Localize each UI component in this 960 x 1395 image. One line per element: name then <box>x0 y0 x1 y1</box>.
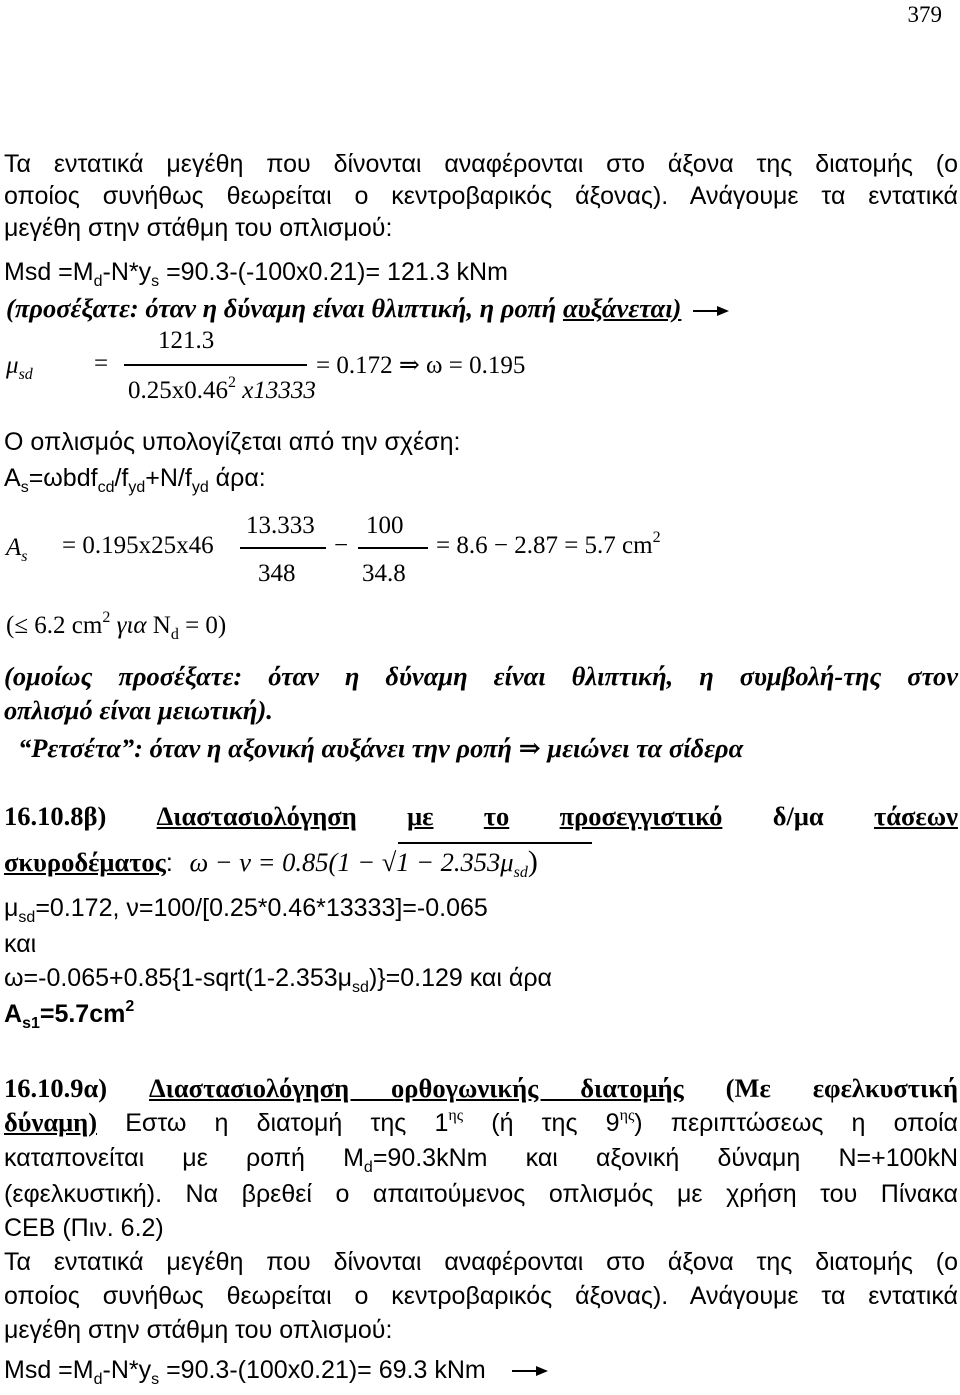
note-line: (ομοίως προσέξατε: όταν η δύναμη είναι θλιπτική, η συμβολή-της στον <box>4 661 958 691</box>
right-arrow-icon <box>512 1366 548 1376</box>
right-arrow-icon <box>693 306 729 316</box>
section-heading-b: 16.10.8β) Διαστασιολόγηση με το προσεγγιστικό δ/μα τάσεων <box>4 801 958 831</box>
msd-line: Msd $=M_d-N*y_s =90.3-(-100x0.21)= 121.3$ kNm <box>4 258 508 290</box>
eq-as-num2: 100 <box>366 512 404 539</box>
eq-as-result: = 8.6 − 2.87 = 5.7 $cm^2$ <box>436 529 661 559</box>
mu-values-line: $\mu_{sd}=0.172$, ν=100/[0.25*0.46*13333]=-0.065 <box>4 894 488 926</box>
paragraph-line: μεγέθη στην στάθμη του οπλισμού: <box>4 1316 393 1344</box>
formula-line-b: σκυροδέματος: $\omega - \nu = 0.85(1 - √1 - 2.353\mu_{sd})$ <box>4 845 538 881</box>
page-number: 379 <box>907 2 942 27</box>
eq-condition: (≤ 6.2 $cm^2$ για $N_d = 0$) <box>6 609 227 643</box>
as-formula-line: $A_s=\omega bdf_{cd}/f_{yd}+N/f_{yd}$ άρα: <box>4 464 266 496</box>
msd-line-2: Msd $=M_d-N*y_s =90.3-(100x0.21)= 69.3$ kNm <box>4 1354 960 1390</box>
note-line: οπλισμό είναι μειωτική). <box>4 695 273 725</box>
fraction-bar <box>124 364 307 366</box>
eq-mu-numerator: 121.3 <box>158 327 215 354</box>
fraction-bar <box>240 547 326 549</box>
fraction-bar <box>358 547 428 549</box>
paragraph-line: Τα εντατικά μεγέθη που δίνονται αναφέρονται στο άξονα της διατομής (ο <box>4 150 958 178</box>
eq-as-den2: 34.8 <box>362 560 406 587</box>
eq-as-minus: − <box>334 532 349 559</box>
paragraph-line: CEB (Πιν. 6.2) <box>4 1214 164 1242</box>
as1-result-line: $A_{s1}=5.7cm^2$ <box>4 998 135 1032</box>
eq-mu-equals: = <box>94 350 109 377</box>
paragraph-line: (εφελκυστική). Να βρεθεί ο απαιτούμενος οπλισμός με χρήση του Πίνακα <box>4 1180 958 1208</box>
section-heading-a: 16.10.9α) Διαστασιολόγηση ορθογωνικής διατομής (Με εφελκυστική <box>4 1073 959 1103</box>
eq-mu-symbol: $\mu_{sd}$ <box>6 352 33 383</box>
paragraph-line: καταπονείται με ροπή $M_d=90.3kNm$ και αξονική δύναμη N=+100kN <box>4 1144 958 1176</box>
paragraph-line: οποίος συνήθως θεωρείται ο κεντροβαρικός άξονας). Ανάγουμε τα εντατικά <box>4 182 958 210</box>
note-line: (προσέξατε: όταν η δύναμη είναι θλιπτική, η ροπή αυξάνεται) <box>6 292 960 324</box>
paragraph-line: Τα εντατικά μεγέθη που δίνονται αναφέρονται στο άξονα της διατομής (ο <box>4 1248 958 1276</box>
paragraph-line: οποίος συνήθως θεωρείται ο κεντροβαρικός άξονας). Ανάγουμε τα εντατικά <box>4 1282 958 1310</box>
eq-mu-denominator: 0.25x0.46$^2$ x13333 <box>128 374 316 404</box>
eq-as-lhs: $A_s$ <box>6 534 28 565</box>
omega-line: $\omega=-0.065+0.85\{1-sqrt(1-2.353\mu_{sd})\}=0.129$ και άρα <box>4 964 553 996</box>
sqrt-overline <box>398 842 592 844</box>
eq-as-num1: 13.333 <box>246 512 315 539</box>
paragraph-line: μεγέθη στην στάθμη του οπλισμού: <box>4 214 393 242</box>
eq-as-mid: = 0.195x25x46 <box>62 532 214 559</box>
paragraph-line: και <box>4 930 37 958</box>
retseta-line: “Ρετσέτα”: όταν η αξονική αυξάνει την ροπή ⇒ μειώνει τα σίδερα <box>18 733 744 763</box>
eq-as-den1: 348 <box>258 560 296 587</box>
paragraph-line: Ο οπλισμός υπολογίζεται από την σχέση: <box>4 428 461 456</box>
eq-mu-result: = 0.172 ⇒ ω = 0.195 <box>316 352 526 379</box>
paragraph-line: δύναμη) Εστω η διατομή της $1^{\eta\varsigma}$ (ή της $9^{\eta\varsigma}$) περιπτώσεως η οποία <box>4 1107 958 1137</box>
